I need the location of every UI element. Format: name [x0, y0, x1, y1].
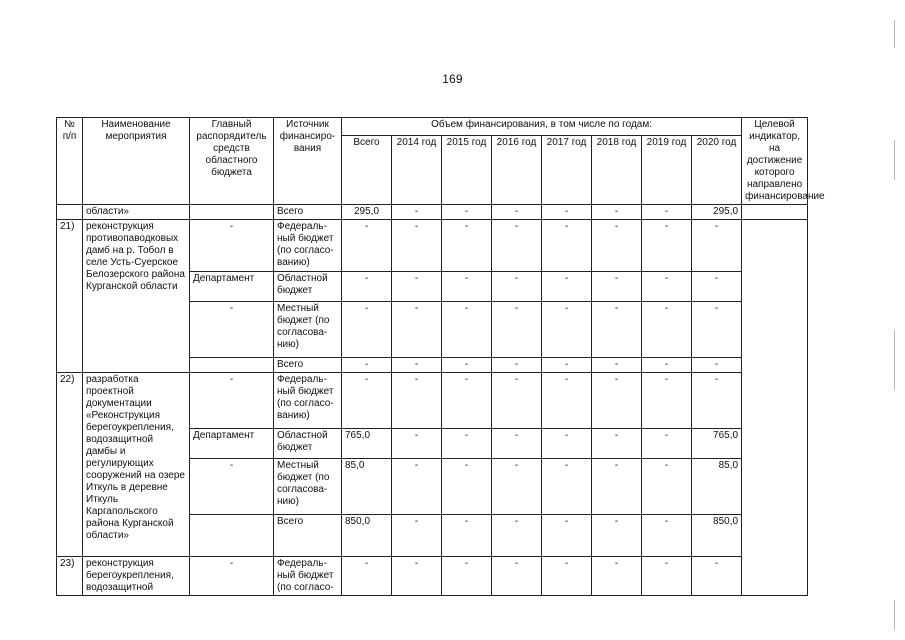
header-year: 2019 год [642, 135, 692, 204]
value-cell: - [342, 220, 392, 272]
item-name: разработка проектной документации «Реконструкция берегоукрепления, водозащитной дамбы и регулирующих сооружений на озере Иткуль в деревне Иткуль Каргапольского района Курганской области» [83, 373, 190, 557]
item-name: реконструкция берегоукрепления, водозащитной [83, 557, 190, 596]
value-cell: - [592, 515, 642, 557]
value-cell: - [442, 373, 492, 429]
value-cell: - [392, 557, 442, 596]
value-cell: - [442, 272, 492, 302]
table-body [57, 205, 808, 596]
header-manager: Главный распорядитель средств областного бюджета [190, 118, 274, 205]
table-row [57, 373, 808, 429]
value-cell: - [592, 205, 642, 220]
value-cell: - [642, 459, 692, 515]
value-cell: - [692, 220, 742, 272]
value-cell: - [592, 459, 642, 515]
source-cell: Местный бюджет (по согласова-нию) [274, 459, 342, 515]
manager-cell: Департамент [190, 429, 274, 459]
header-year: 2017 год [542, 135, 592, 204]
value-cell: - [392, 272, 442, 302]
value-cell: 850,0 [692, 515, 742, 557]
manager-cell [190, 358, 274, 373]
header-indicator: Целевой индикатор, на достижение которого направлено финансирование [742, 118, 808, 205]
value-cell: - [392, 515, 442, 557]
value-cell: - [592, 557, 642, 596]
value-cell: - [492, 358, 542, 373]
value-cell: - [492, 373, 542, 429]
manager-cell: - [190, 302, 274, 358]
source-cell: Областной бюджет [274, 272, 342, 302]
item-num: 21) [57, 220, 83, 373]
value-cell: - [692, 557, 742, 596]
value-cell: - [542, 557, 592, 596]
item-name: реконструкция противопаводковых дамб на р. Тобол в селе Усть-Суерское Белозерского района Курганской области [83, 220, 190, 373]
value-cell: - [492, 515, 542, 557]
source-cell: Областной бюджет [274, 429, 342, 459]
value-cell: - [542, 358, 592, 373]
value-cell: - [592, 358, 642, 373]
source-cell: Местный бюджет (по согласова-нию) [274, 302, 342, 358]
value-cell: - [692, 373, 742, 429]
value-cell: - [642, 358, 692, 373]
scan-edge-mark [894, 600, 895, 630]
value-cell: - [592, 220, 642, 272]
table-row [57, 557, 808, 596]
source-cell: Федераль-ный бюджет (по согласо-ванию) [274, 373, 342, 429]
indicator-cell [742, 205, 808, 220]
manager-cell: - [190, 220, 274, 272]
value-cell: - [692, 272, 742, 302]
value-cell: - [342, 272, 392, 302]
table-row [57, 205, 808, 220]
value-cell: 85,0 [692, 459, 742, 515]
value-cell: - [342, 373, 392, 429]
manager-cell [190, 205, 274, 220]
value-cell: - [592, 429, 642, 459]
name-cell: области» [83, 205, 190, 220]
value-cell: - [642, 302, 692, 358]
value-cell: - [542, 220, 592, 272]
value-cell: - [392, 302, 442, 358]
value-cell: - [442, 557, 492, 596]
value-cell: - [342, 302, 392, 358]
value-cell: - [442, 358, 492, 373]
header-total: Всего [342, 135, 392, 204]
scan-edge-mark [894, 140, 895, 180]
manager-cell: - [190, 557, 274, 596]
value-cell: - [542, 515, 592, 557]
value-cell: - [542, 302, 592, 358]
value-cell: 85,0 [342, 459, 392, 515]
value-cell: - [442, 205, 492, 220]
manager-cell [190, 515, 274, 557]
value-cell: - [392, 358, 442, 373]
value-cell: - [492, 557, 542, 596]
header-year: 2018 год [592, 135, 642, 204]
manager-cell: Департамент [190, 272, 274, 302]
value-cell: - [392, 459, 442, 515]
value-cell: - [492, 220, 542, 272]
value-cell: - [442, 302, 492, 358]
value-cell: - [692, 358, 742, 373]
value-cell: - [642, 429, 692, 459]
header-volume: Объем финансирования, в том числе по годам: [342, 118, 742, 136]
value-cell: - [542, 429, 592, 459]
value-cell: - [442, 220, 492, 272]
source-cell: Федераль-ный бюджет (по согласо- [274, 557, 342, 596]
header-year: 2016 год [492, 135, 542, 204]
source-cell: Всего [274, 358, 342, 373]
value-cell: - [392, 429, 442, 459]
value-cell: - [492, 459, 542, 515]
table-row [57, 220, 808, 272]
value-cell: 295,0 [692, 205, 742, 220]
scan-edge-mark [894, 330, 895, 390]
value-cell: - [692, 302, 742, 358]
value-cell: - [542, 373, 592, 429]
header-source: Источник финансиро-вания [274, 118, 342, 205]
value-cell: - [442, 429, 492, 459]
value-cell: - [542, 459, 592, 515]
value-cell: - [492, 205, 542, 220]
item-num: 22) [57, 373, 83, 557]
value-cell: - [642, 557, 692, 596]
value-cell: - [342, 557, 392, 596]
value-cell: - [392, 205, 442, 220]
value-cell: 850,0 [342, 515, 392, 557]
value-cell: - [642, 272, 692, 302]
value-cell: - [492, 272, 542, 302]
source-cell: Всего [274, 515, 342, 557]
value-cell: - [642, 220, 692, 272]
value-cell: - [492, 429, 542, 459]
manager-cell: - [190, 459, 274, 515]
value-cell: - [392, 220, 442, 272]
value-cell: - [542, 272, 592, 302]
scan-edge-marks [894, 0, 895, 640]
value-cell: - [342, 358, 392, 373]
header-year: 2015 год [442, 135, 492, 204]
value-cell: - [442, 515, 492, 557]
header-year: 2014 год [392, 135, 442, 204]
header-num: № п/п [57, 118, 83, 205]
value-cell: - [392, 373, 442, 429]
value-cell: - [492, 302, 542, 358]
value-cell: - [592, 272, 642, 302]
value-cell: - [642, 205, 692, 220]
header-name: Наименование мероприятия [83, 118, 190, 205]
header-year: 2020 год [692, 135, 742, 204]
value-cell: - [542, 205, 592, 220]
table-header [57, 118, 825, 205]
source-cell: Федераль-ный бюджет (по согласо-ванию) [274, 220, 342, 272]
scan-edge-mark [894, 20, 895, 48]
value-cell: 295,0 [342, 205, 392, 220]
indicator-cell [742, 220, 808, 596]
value-cell: - [642, 373, 692, 429]
value-cell: - [642, 515, 692, 557]
value-cell: - [442, 459, 492, 515]
value-cell: - [592, 302, 642, 358]
value-cell: 765,0 [692, 429, 742, 459]
financing-table [56, 117, 825, 596]
value-cell: - [592, 373, 642, 429]
page-number: 169 [442, 72, 463, 86]
item-num: 23) [57, 557, 83, 596]
manager-cell: - [190, 373, 274, 429]
value-cell: 765,0 [342, 429, 392, 459]
num-cell [57, 205, 83, 220]
source-cell: Всего [274, 205, 342, 220]
